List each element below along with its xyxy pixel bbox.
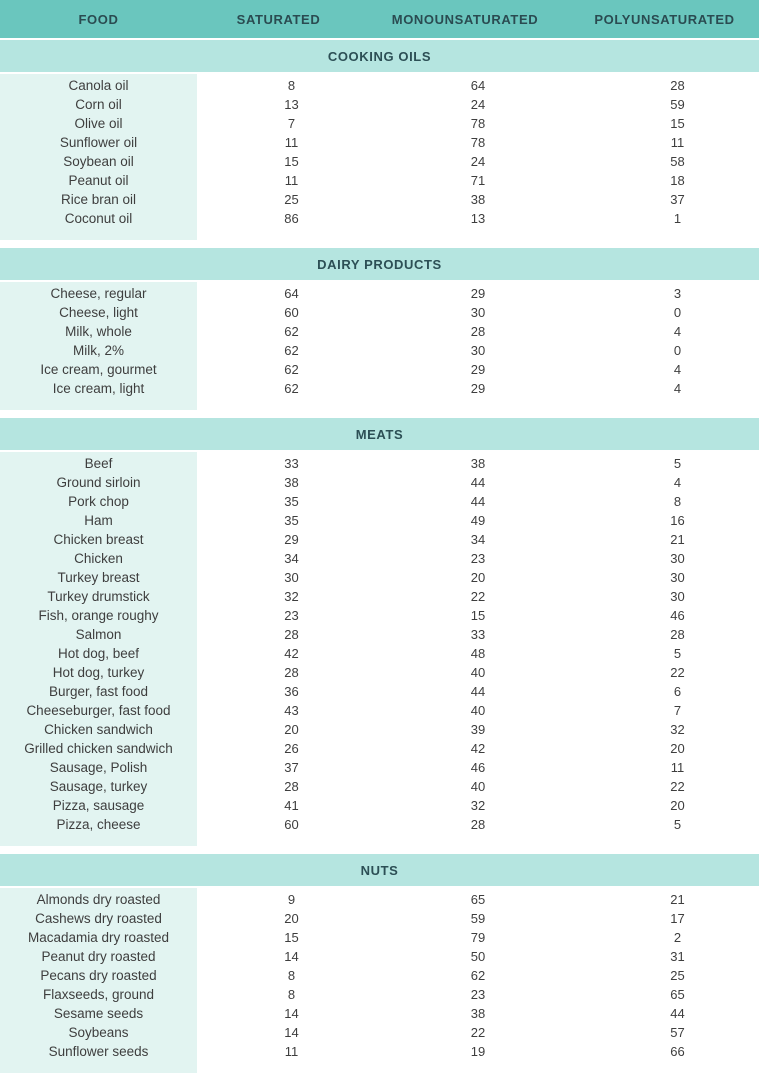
value-cell: 21 — [670, 892, 685, 907]
value-cell: 62 — [284, 324, 299, 339]
food-cell: Milk, 2% — [72, 343, 124, 358]
value-cell: 4 — [673, 362, 682, 377]
food-cell: Burger, fast food — [48, 684, 149, 699]
food-cell: Chicken breast — [53, 532, 144, 547]
value-cell: 62 — [284, 381, 299, 396]
value-cell: 39 — [470, 722, 486, 737]
food-cell: Soybean oil — [63, 154, 134, 169]
value-cell: 64 — [284, 286, 299, 301]
food-cell: Ground sirloin — [56, 475, 141, 490]
value-cell: 5 — [673, 817, 682, 832]
value-cell: 26 — [284, 741, 299, 756]
food-cell: Peanut oil — [68, 173, 129, 188]
table-row — [0, 1023, 759, 1042]
table-row — [0, 815, 759, 834]
value-cell: 44 — [470, 684, 486, 699]
food-cell: Rice bran oil — [60, 192, 137, 207]
table-row — [0, 568, 759, 587]
food-cell: Cashews dry roasted — [35, 911, 162, 926]
value-cell: 2 — [673, 930, 682, 945]
table-row — [0, 682, 759, 701]
section-rows — [0, 74, 759, 240]
section-header: MEATS — [0, 418, 759, 450]
value-cell: 7 — [287, 116, 296, 131]
value-cell: 78 — [470, 135, 486, 150]
value-cell: 8 — [673, 494, 682, 509]
value-cell: 59 — [470, 911, 486, 926]
value-cell: 38 — [470, 456, 486, 471]
value-cell: 11 — [284, 173, 299, 188]
value-cell: 33 — [284, 456, 299, 471]
value-cell: 71 — [470, 173, 486, 188]
value-cell: 8 — [287, 987, 296, 1002]
value-cell: 21 — [670, 532, 685, 547]
column-header-polyunsaturated: POLYUNSATURATED — [594, 11, 735, 27]
table-row — [0, 701, 759, 720]
table-row — [0, 890, 759, 909]
table-row — [0, 284, 759, 303]
value-cell: 23 — [470, 551, 486, 566]
table-row — [0, 909, 759, 928]
value-cell: 14 — [284, 949, 299, 964]
column-header-saturated: SATURATED — [236, 11, 321, 27]
food-cell: Cheeseburger, fast food — [26, 703, 171, 718]
value-cell: 62 — [284, 343, 299, 358]
table-row — [0, 644, 759, 663]
value-cell: 28 — [670, 627, 685, 642]
value-cell: 11 — [670, 135, 685, 150]
value-cell: 20 — [284, 911, 299, 926]
value-cell: 3 — [673, 286, 682, 301]
value-cell: 59 — [670, 97, 685, 112]
food-cell: Flaxseeds, ground — [42, 987, 155, 1002]
food-cell: Macadamia dry roasted — [27, 930, 170, 945]
value-cell: 62 — [284, 362, 299, 377]
food-cell: Hot dog, turkey — [52, 665, 145, 680]
value-cell: 46 — [470, 760, 486, 775]
value-cell: 34 — [470, 532, 486, 547]
value-cell: 34 — [284, 551, 299, 566]
table-row — [0, 133, 759, 152]
value-cell: 38 — [470, 1006, 486, 1021]
value-cell: 30 — [470, 343, 486, 358]
food-cell: Ice cream, gourmet — [40, 362, 157, 377]
table-row — [0, 606, 759, 625]
food-cell: Soybeans — [68, 1025, 129, 1040]
column-header-monounsaturated: MONOUNSATURATED — [391, 11, 539, 27]
value-cell: 65 — [670, 987, 685, 1002]
value-cell: 37 — [670, 192, 685, 207]
food-cell: Grilled chicken sandwich — [24, 741, 173, 756]
section-rows — [0, 888, 759, 1073]
value-cell: 22 — [470, 1025, 486, 1040]
value-cell: 17 — [670, 911, 685, 926]
table-body — [0, 40, 759, 1073]
food-cell: Pork chop — [68, 494, 129, 509]
table-row — [0, 739, 759, 758]
table-row — [0, 303, 759, 322]
value-cell: 11 — [284, 1044, 299, 1059]
table-row — [0, 360, 759, 379]
food-cell: Pizza, sausage — [52, 798, 145, 813]
value-cell: 15 — [284, 154, 299, 169]
table-row — [0, 549, 759, 568]
food-cell: Coconut oil — [64, 211, 133, 226]
value-cell: 31 — [670, 949, 685, 964]
value-cell: 43 — [284, 703, 299, 718]
table-row — [0, 758, 759, 777]
table-row — [0, 966, 759, 985]
value-cell: 79 — [470, 930, 486, 945]
table-section — [0, 418, 759, 846]
value-cell: 4 — [673, 475, 682, 490]
food-cell: Chicken sandwich — [44, 722, 153, 737]
value-cell: 62 — [470, 968, 486, 983]
table-row — [0, 171, 759, 190]
table-row — [0, 209, 759, 228]
value-cell: 33 — [470, 627, 486, 642]
value-cell: 29 — [470, 286, 486, 301]
food-cell: Sesame seeds — [53, 1006, 144, 1021]
table-row — [0, 1004, 759, 1023]
value-cell: 5 — [673, 646, 682, 661]
table-section — [0, 854, 759, 1073]
value-cell: 44 — [470, 494, 486, 509]
table-row — [0, 663, 759, 682]
table-row — [0, 473, 759, 492]
value-cell: 30 — [284, 570, 299, 585]
value-cell: 35 — [284, 494, 299, 509]
table-row — [0, 720, 759, 739]
food-cell: Olive oil — [74, 116, 123, 131]
food-cell: Salmon — [75, 627, 122, 642]
food-cell: Chicken — [74, 551, 123, 566]
value-cell: 13 — [470, 211, 486, 226]
value-cell: 28 — [284, 665, 299, 680]
value-cell: 29 — [470, 381, 486, 396]
value-cell: 0 — [673, 343, 682, 358]
value-cell: 60 — [284, 817, 299, 832]
value-cell: 35 — [284, 513, 299, 528]
food-cell: Hot dog, beef — [57, 646, 140, 661]
value-cell: 30 — [670, 551, 685, 566]
value-cell: 40 — [470, 779, 486, 794]
section-header: NUTS — [0, 854, 759, 886]
food-cell: Milk, whole — [65, 324, 132, 339]
value-cell: 36 — [284, 684, 299, 699]
value-cell: 18 — [670, 173, 685, 188]
value-cell: 29 — [284, 532, 299, 547]
table-row — [0, 492, 759, 511]
food-cell: Pecans dry roasted — [40, 968, 157, 983]
value-cell: 15 — [670, 116, 685, 131]
value-cell: 32 — [284, 589, 299, 604]
value-cell: 4 — [673, 324, 682, 339]
value-cell: 13 — [284, 97, 299, 112]
table-row — [0, 1042, 759, 1061]
value-cell: 14 — [284, 1025, 299, 1040]
value-cell: 22 — [670, 665, 685, 680]
value-cell: 20 — [670, 741, 685, 756]
table-row — [0, 777, 759, 796]
value-cell: 65 — [470, 892, 486, 907]
value-cell: 8 — [287, 968, 296, 983]
food-cell: Fish, orange roughy — [38, 608, 159, 623]
value-cell: 1 — [673, 211, 682, 226]
value-cell: 24 — [470, 154, 486, 169]
column-header-food: FOOD — [78, 11, 119, 27]
section-header: COOKING OILS — [0, 40, 759, 72]
food-cell: Sausage, Polish — [49, 760, 148, 775]
value-cell: 5 — [673, 456, 682, 471]
value-cell: 38 — [284, 475, 299, 490]
value-cell: 22 — [670, 779, 685, 794]
value-cell: 23 — [470, 987, 486, 1002]
value-cell: 57 — [670, 1025, 685, 1040]
value-cell: 44 — [470, 475, 486, 490]
value-cell: 30 — [670, 589, 685, 604]
table-row — [0, 95, 759, 114]
value-cell: 0 — [673, 305, 682, 320]
value-cell: 9 — [287, 892, 296, 907]
value-cell: 30 — [670, 570, 685, 585]
food-cell: Canola oil — [68, 78, 129, 93]
table-row — [0, 511, 759, 530]
value-cell: 20 — [670, 798, 685, 813]
value-cell: 29 — [470, 362, 486, 377]
food-cell: Sausage, turkey — [49, 779, 148, 794]
table-row — [0, 114, 759, 133]
table-header-row — [0, 0, 759, 38]
value-cell: 30 — [470, 305, 486, 320]
value-cell: 64 — [470, 78, 486, 93]
food-cell: Turkey drumstick — [47, 589, 150, 604]
table-row — [0, 985, 759, 1004]
table-row — [0, 322, 759, 341]
value-cell: 20 — [470, 570, 486, 585]
value-cell: 15 — [284, 930, 299, 945]
value-cell: 25 — [670, 968, 685, 983]
value-cell: 32 — [670, 722, 685, 737]
value-cell: 40 — [470, 703, 486, 718]
table-row — [0, 928, 759, 947]
table-section — [0, 40, 759, 240]
value-cell: 4 — [673, 381, 682, 396]
value-cell: 38 — [470, 192, 486, 207]
value-cell: 28 — [470, 324, 486, 339]
value-cell: 14 — [284, 1006, 299, 1021]
value-cell: 32 — [470, 798, 486, 813]
value-cell: 19 — [470, 1044, 486, 1059]
value-cell: 37 — [284, 760, 299, 775]
value-cell: 15 — [470, 608, 486, 623]
table-row — [0, 454, 759, 473]
value-cell: 24 — [470, 97, 486, 112]
value-cell: 42 — [284, 646, 299, 661]
table-row — [0, 152, 759, 171]
value-cell: 44 — [670, 1006, 685, 1021]
food-cell: Pizza, cheese — [56, 817, 141, 832]
value-cell: 28 — [284, 779, 299, 794]
food-cell: Cheese, light — [59, 305, 138, 320]
table-row — [0, 379, 759, 398]
value-cell: 86 — [284, 211, 299, 226]
value-cell: 78 — [470, 116, 486, 131]
table-row — [0, 190, 759, 209]
value-cell: 8 — [287, 78, 296, 93]
section-rows — [0, 282, 759, 410]
table-section — [0, 248, 759, 410]
table-row — [0, 587, 759, 606]
value-cell: 22 — [470, 589, 486, 604]
value-cell: 42 — [470, 741, 486, 756]
food-cell: Beef — [84, 456, 113, 471]
food-cell: Ice cream, light — [52, 381, 145, 396]
table-row — [0, 530, 759, 549]
value-cell: 11 — [670, 760, 685, 775]
value-cell: 23 — [284, 608, 299, 623]
value-cell: 28 — [670, 78, 685, 93]
table-row — [0, 341, 759, 360]
value-cell: 16 — [670, 513, 685, 528]
food-cell: Cheese, regular — [50, 286, 147, 301]
value-cell: 48 — [470, 646, 486, 661]
food-cell: Sunflower seeds — [48, 1044, 149, 1059]
value-cell: 11 — [284, 135, 299, 150]
value-cell: 50 — [470, 949, 486, 964]
value-cell: 6 — [673, 684, 682, 699]
value-cell: 41 — [284, 798, 299, 813]
section-rows — [0, 452, 759, 846]
value-cell: 40 — [470, 665, 486, 680]
food-cell: Almonds dry roasted — [36, 892, 161, 907]
value-cell: 60 — [284, 305, 299, 320]
food-cell: Sunflower oil — [59, 135, 138, 150]
section-header: DAIRY PRODUCTS — [0, 248, 759, 280]
value-cell: 66 — [670, 1044, 685, 1059]
value-cell: 46 — [670, 608, 685, 623]
value-cell: 58 — [670, 154, 685, 169]
value-cell: 28 — [470, 817, 486, 832]
value-cell: 49 — [470, 513, 486, 528]
table-row — [0, 625, 759, 644]
table-row — [0, 947, 759, 966]
value-cell: 20 — [284, 722, 299, 737]
food-cell: Turkey breast — [57, 570, 140, 585]
table-row — [0, 76, 759, 95]
value-cell: 25 — [284, 192, 299, 207]
table-row — [0, 796, 759, 815]
food-cell: Ham — [84, 513, 113, 528]
food-cell: Peanut dry roasted — [41, 949, 156, 964]
food-cell: Corn oil — [75, 97, 122, 112]
value-cell: 7 — [673, 703, 682, 718]
value-cell: 28 — [284, 627, 299, 642]
